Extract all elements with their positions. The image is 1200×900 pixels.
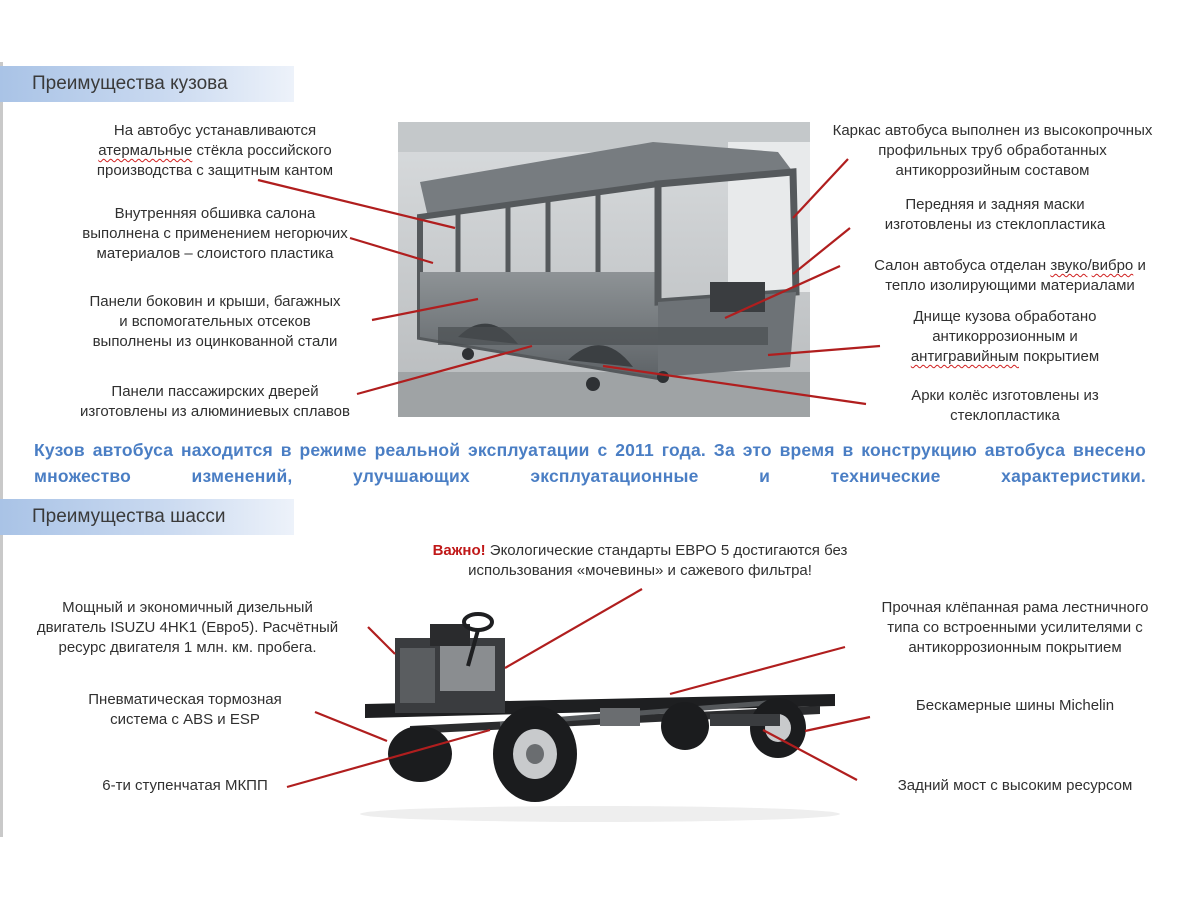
important-label: Важно! bbox=[432, 542, 486, 559]
caption-masks: Передняя и задняя маски изготовлены из стеклопластика bbox=[884, 196, 1106, 233]
pointer-masks bbox=[793, 228, 850, 274]
caption-glass: На автобус устанавливаются атермальные стёкла российского производства с защитным кантом bbox=[96, 122, 334, 179]
pointer-important bbox=[505, 589, 642, 668]
caption-door-panels: Панели пассажирских дверей изготовлены из алюминиевых сплавов bbox=[80, 383, 350, 420]
pointer-gearbox bbox=[287, 730, 490, 787]
caption-rear-axle: Задний мост с высоким ресурсом bbox=[897, 777, 1133, 794]
summary-text: Кузов автобуса находится в режиме реальной эксплуатации с 2011 года. За это время в конструкцию автобуса внесено множество изменений, улучшающих эксплуатационные и технические характеристики. bbox=[34, 440, 1146, 486]
pointer-frame bbox=[793, 159, 848, 218]
important-note: Важно! Экологические стандарты ЕВРО 5 достигаются без использования «мочевины» и сажевого фильтра! bbox=[432, 542, 848, 579]
caption-frame: Каркас автобуса выполнен из высокопрочных профильных труб обработанных антикоррозийным составом bbox=[832, 122, 1153, 179]
caption-interior-lining: Внутренняя обшивка салона выполнена с применением негорючих материалов – слоистого пластика bbox=[82, 205, 348, 262]
pointer-engine bbox=[368, 627, 395, 654]
pointer-underbody bbox=[768, 346, 880, 355]
pointer-brakes bbox=[315, 712, 387, 741]
pointer-salon bbox=[725, 266, 840, 318]
caption-chassis-frame: Прочная клёпанная рама лестничного типа со встроенными усилителями с антикоррозионным покрытием bbox=[881, 599, 1149, 656]
pointer-doors bbox=[357, 346, 532, 394]
caption-underbody: Днище кузова обработано антикоррозионным и антигравийным покрытием bbox=[910, 308, 1100, 365]
pointer-tires bbox=[805, 717, 870, 731]
section-header-body: Преимущества кузова bbox=[0, 66, 294, 102]
pointer-arches bbox=[603, 366, 866, 404]
caption-wheel-arches: Арки колёс изготовлены из стеклопластика bbox=[911, 387, 1099, 424]
pointer-lining bbox=[350, 238, 433, 263]
caption-salon-insulation: Салон автобуса отделан звуко/вибро и тепло изолирующими материалами bbox=[874, 257, 1146, 294]
pointer-side-panels bbox=[372, 299, 478, 320]
caption-brakes: Пневматическая тормозная система с ABS и ESP bbox=[88, 691, 282, 728]
caption-gearbox: 6-ти ступенчатая МКПП bbox=[102, 777, 268, 794]
caption-engine: Мощный и экономичный дизельный двигатель ISUZU 4HK1 (Евро5). Расчётный ресурс двигателя 1 млн. км. пробега. bbox=[36, 599, 339, 656]
pointer-rear-axle bbox=[763, 730, 857, 780]
caption-side-panels: Панели боковин и крыши, багажных и вспомогательных отсеков выполнены из оцинкованной стали bbox=[89, 293, 341, 350]
pointer-glass bbox=[258, 180, 455, 228]
pointer-chassis-frame bbox=[670, 647, 845, 694]
caption-tires: Бескамерные шины Michelin bbox=[915, 697, 1115, 714]
section-header-chassis: Преимущества шасси bbox=[0, 499, 294, 535]
